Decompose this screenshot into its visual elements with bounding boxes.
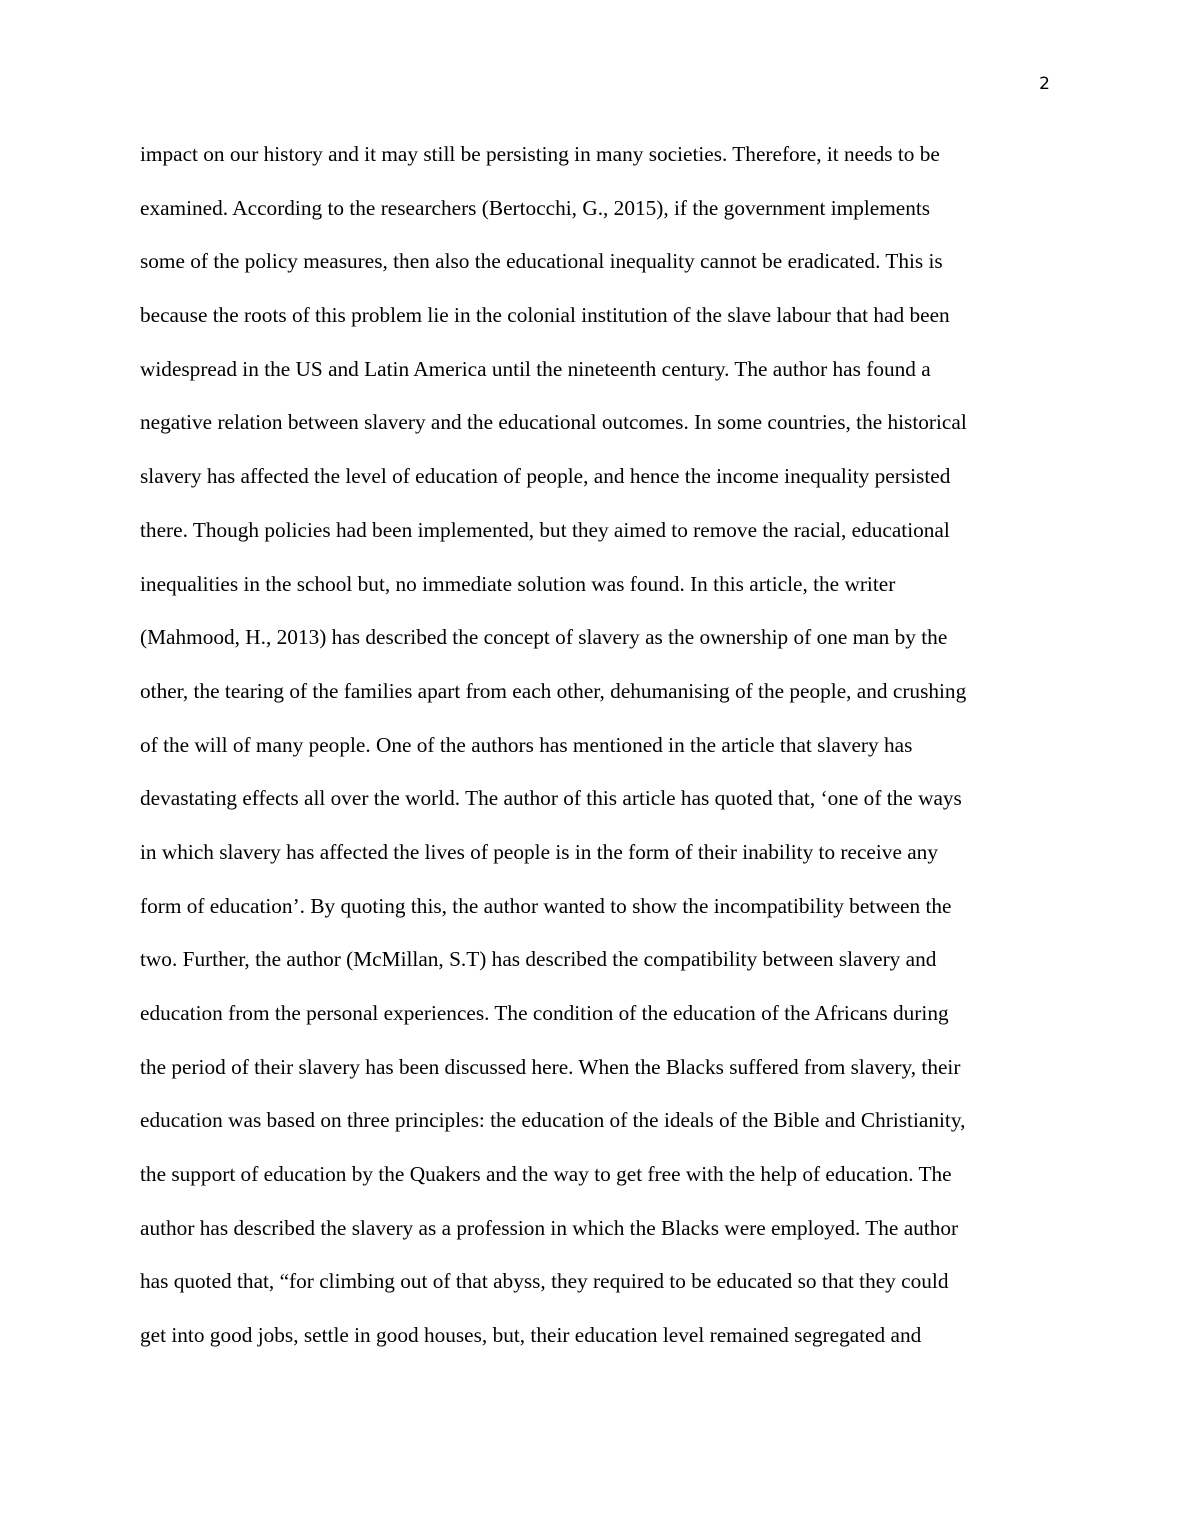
text-line: of the will of many people. One of the authors has mentioned in the article that slavery has (140, 732, 913, 757)
text-line: slavery has affected the level of education of people, and hence the income inequality persisted (140, 464, 951, 489)
text-line: form of education’. By quoting this, the author wanted to show the incompatibility between the (140, 893, 952, 918)
text-line: get into good jobs, settle in good houses, but, their education level remained segregated and (140, 1323, 922, 1348)
text-line: inequalities in the school but, no immediate solution was found. In this article, the writer (140, 571, 896, 596)
text-line: other, the tearing of the families apart from each other, dehumanising of the people, and crushing (140, 678, 967, 703)
text-line: (Mahmood, H., 2013) has described the concept of slavery as the ownership of one man by the (140, 625, 948, 650)
text-line: examined. According to the researchers (Bertocchi, G., 2015), if the government implements (140, 195, 931, 220)
text-line: widespread in the US and Latin America until the nineteenth century. The author has found a (140, 356, 931, 381)
page-number: 2 (1039, 74, 1050, 94)
text-line: education from the personal experiences. The condition of the education of the Africans during (140, 1001, 949, 1025)
text-line: the support of education by the Quakers and the way to get free with the help of education. The (140, 1162, 952, 1187)
text-line: two. Further, the author (McMillan, S.T) has described the compatibility between slavery and (140, 947, 937, 972)
text-line: devastating effects all over the world. The author of this article has quoted that, ‘one of the ways (140, 786, 962, 811)
text-line: some of the policy measures, then also the educational inequality cannot be eradicated. This is (140, 249, 943, 274)
text-line: impact on our history and it may still be persisting in many societies. Therefore, it needs to be (140, 142, 940, 166)
text-line: has quoted that, “for climbing out of that abyss, they required to be educated so that they could (140, 1269, 949, 1294)
text-line: the period of their slavery has been discussed here. When the Blacks suffered from slavery, their (140, 1054, 961, 1079)
text-line: author has described the slavery as a profession in which the Blacks were employed. The author (140, 1215, 959, 1240)
text-line: because the roots of this problem lie in the colonial institution of the slave labour that had been (140, 303, 950, 328)
text-line: negative relation between slavery and the educational outcomes. In some countries, the historical (140, 410, 967, 435)
body-text (140, 140, 1060, 1375)
text-line: in which slavery has affected the lives of people is in the form of their inability to receive any (140, 839, 938, 864)
text-line: education was based on three principles: the education of the ideals of the Bible and Christianity, (140, 1108, 966, 1133)
text-line: there. Though policies had been implemented, but they aimed to remove the racial, educational (140, 517, 950, 542)
